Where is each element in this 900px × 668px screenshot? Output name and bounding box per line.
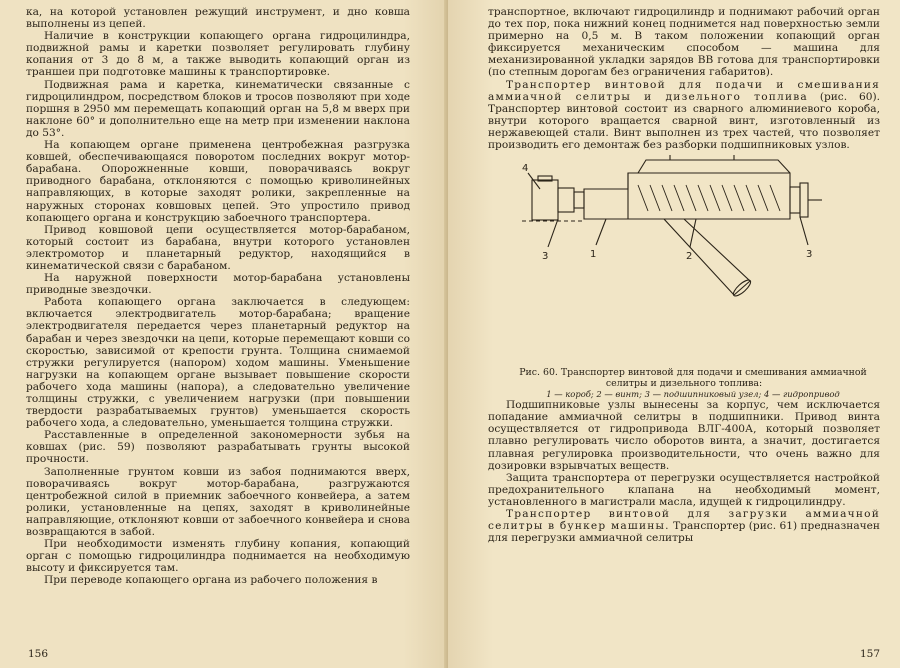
section-text: Транспортер (рис. 61) предназначен для перегрузки аммиачной селитры (488, 520, 880, 545)
paragraph: Заполненные грунтом ковши из забоя поднимаются вверх, поворачиваясь вокруг мотор-барабана, разгружаются центробежной силой в приемник забоечного конвейера, а затем ролики, установленные на цепях, заходят в криволинейные направляющие, отклоняют ковши от забоечного конвейера и снова возвращаются в забой. (26, 465, 410, 539)
figure-caption: Рис. 60. Транспортер винтовой для подачи и смешивания аммиачной селитры и дизельного топлива: (519, 367, 867, 390)
page-number: 156 (28, 648, 49, 660)
figure-legend: 1 — короб; 2 — винт; 3 — подшипниковый узел; 4 — гидропривод (546, 389, 840, 400)
paragraph: При переводе копающего органа из рабочего положения в (44, 574, 378, 587)
paragraph: На наружной поверхности мотор-барабана установлены приводные звездочки. (26, 272, 410, 297)
section-heading-paragraph (488, 508, 880, 544)
callout-label: 1 (590, 249, 597, 261)
callout-label: 3 (806, 249, 813, 261)
bearing-unit (790, 187, 800, 213)
section-title: Транспортер винтовой для загрузки аммиачной селитры в бункер машины. (488, 507, 880, 533)
screw-helix (638, 185, 780, 211)
page-number: 157 (859, 648, 880, 660)
paragraph: Работа копающего органа заключается в следующем: включается электродвигатель мотор-барабана; вращение электродвигателя передается через планетарный редуктор на барабан и через звездочки на цепи, которые перемещают ковши со скоростью, зависимой от крепости грунта. Толщина снимаемой стружки регулируется (напором) ходом машины. Уменьшение нагрузки на копающем органе вызывает повышение скорости рабочего хода машины (напора), а следовательно увеличение толщины стружки, с увеличением нагрузки (при повышении твердости разрабатываемых грунтов) уменьшается скорость рабочего хода, а следовательно, уменьшается толщина стружки. (26, 296, 410, 430)
outlet-chute (664, 219, 750, 295)
screw-conveyor-drawing (488, 155, 880, 367)
left-text-column (26, 6, 410, 587)
paragraph: При необходимости изменять глубину копания, копающий орган с помощью гидроцилиндра поднимается на необходимую высоту и фиксируется там. (26, 538, 410, 575)
paragraph: Подшипниковые узлы вынесены за корпус, чем исключается попадание аммиачной селитры в подшипники. Привод винта осуществляется от гидропривода ВЛГ-400А, который позволяет плавно регулировать число оборотов винта, а значит, достигается плавная регулировка производительности, что очень важно для дозировки взрывчатых веществ. (488, 399, 880, 472)
paragraph: На копающем органе применена центробежная разгрузка ковшей, обеспечивающаяся поворотом последних вокруг мотор-барабана. Опорожненные ковши, поворачиваясь вокруг приводного барабана, отклоняются с помощью криволинейных направляющих, в которые заходят ролики, закрепленные на наружных сторонах ковшовых цепей. Это упростило привод копающего органа и конструкцию забоечного транспортера. (26, 139, 410, 224)
hydraulic-drive-body (532, 180, 558, 220)
paragraph: Защита транспортера от перегрузки осуществляется настройкой предохранительного клапана на необходимый момент, установленного в магистрали масла, идущей к гидроцилиндру. (488, 471, 880, 508)
left-page (0, 0, 448, 668)
section-text: (рис. 60). Транспортер винтовой состоит из сварного алюминиевого короба, внутри которого вращается сварной винт, изготовленный из нержавеющей стали. Винт выполнен из трех частей, что позволяет производить его демонтаж без разборки подшипниковых узлов. (488, 90, 880, 152)
paragraph: транспортное, включают гидроцилиндр и поднимают рабочий орган до тех пор, пока нижний конец поднимется над поверхностью земли примерно на 0,5 м. В таком положении копающий орган фиксируется механическим способом — машина для механизированной укладки зарядов ВВ готова для транспортировки (по степным дорогам без ограничения габаритов). (488, 6, 880, 79)
trough-box (584, 173, 790, 219)
section-title: Транспортер винтовой для подачи и смешивания аммиачной селитры и дизельного топлива (488, 78, 880, 103)
paragraph: ка, на которой установлен режущий инструмент, и дно ковша выполнены из цепей. (26, 6, 410, 31)
callout-label: 2 (686, 251, 693, 263)
right-page (448, 0, 900, 668)
paragraph: Расставленные в определенной закономерности зубья на ковшах (рис. 59) позволяют разрабатывать грунты высокой прочности. (26, 429, 410, 466)
paragraph: Наличие в конструкции копающего органа гидроцилиндра, подвижной рамы и каретки позволяет регулировать глубину копания от 3 до 8 м, а также выводить копающий орган из траншеи при подготовке машины к транспортировке. (26, 30, 410, 79)
figure-60 (488, 155, 880, 367)
paragraph: Привод ковшовой цепи осуществляется мотор-барабаном, который состоит из барабана, внутри которого установлен электромотор и планетарный редуктор, находящийся в кинематической связи с барабаном. (26, 223, 410, 272)
section-heading-paragraph (488, 79, 880, 152)
right-text-column (488, 6, 880, 544)
hopper (638, 160, 790, 173)
callout-label: 3 (542, 251, 549, 263)
paragraph: Подвижная рама и каретка, кинематически связанные с гидроцилиндром, посредством блоков и тросов позволяют при ходе поршня в 2950 мм перемещать копающий орган на 5,8 м вверх при наклоне 60° и дополнительно еще на метр при изменении наклона до 53°. (26, 78, 410, 139)
callout-label: 4 (522, 163, 529, 175)
